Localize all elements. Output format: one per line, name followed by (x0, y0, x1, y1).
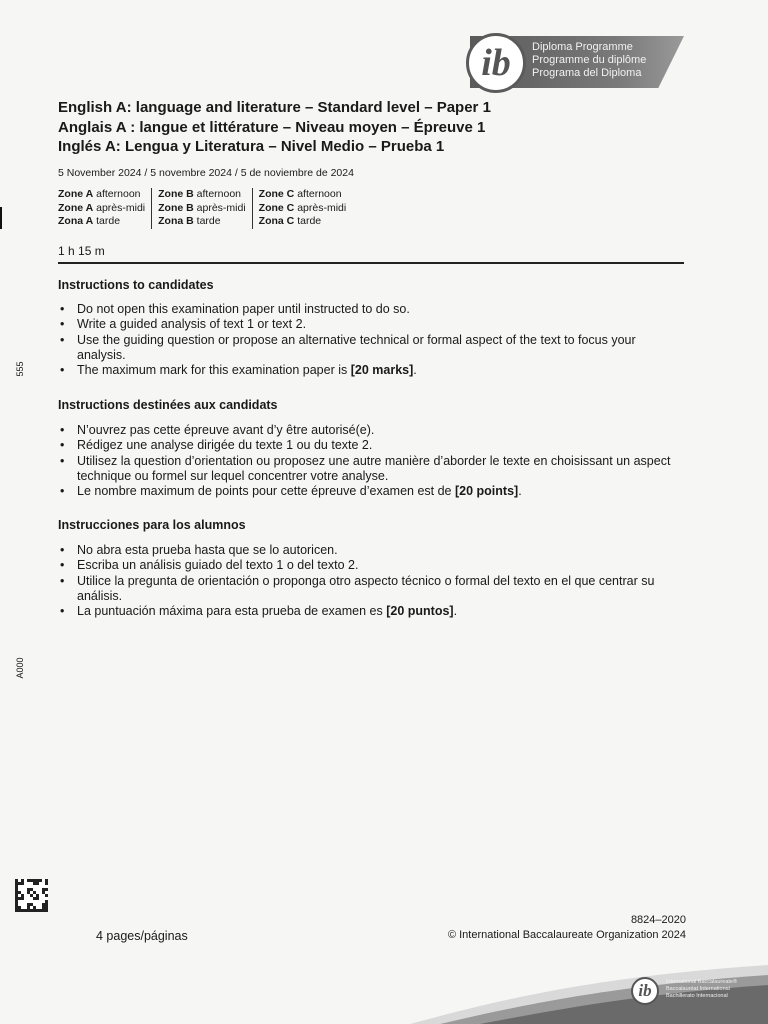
exam-titles (58, 98, 491, 157)
header-divider (58, 262, 684, 264)
title-es: Inglés A: Lengua y Literatura – Nivel Medio – Prueba 1 (58, 138, 445, 155)
instruction-item (58, 363, 684, 378)
zone-time: afternoon (297, 188, 342, 200)
instructions-title-fr: Instructions destinées aux candidats (58, 398, 278, 412)
zone-label: Zone C (258, 188, 295, 200)
mark-total: [20 points] (455, 484, 519, 499)
zone-label: Zone A (58, 188, 94, 200)
zone-time: tarde (96, 215, 121, 227)
zone-row (259, 215, 347, 229)
instructions-list-en (58, 302, 684, 378)
zone-label: Zone B (158, 201, 194, 214)
instruction-item (58, 484, 684, 499)
instruction-item: • Utilisez la question d’orientation ou proposez une autre manière d’aborder le texte en choisissant un aspect technique ou formel sur lequel concentrer votre analyse. (58, 454, 684, 485)
instruction-text: La puntuación máxima para esta prueba de examen es (77, 604, 387, 619)
title-fr: Anglais A : langue et littérature – Niveau moyen – Épreuve 1 (58, 118, 486, 136)
mark-total: [20 marks] (350, 363, 414, 378)
zone-time: tarde (196, 215, 221, 227)
datamatrix-code (15, 879, 48, 912)
instruction-item: • Do not open this examination paper until instructed to do so. (58, 302, 684, 317)
programme-name-en: Diploma Programme (532, 41, 633, 53)
zone-table (58, 188, 352, 229)
instruction-item: • Use the guiding question or propose an alternative technical or formal aspect of the text to focus your analysis. (58, 333, 684, 364)
exam-date: 5 November 2024 / 5 novembre 2024 / 5 de noviembre de 2024 (58, 167, 354, 179)
side-code-bottom: A000 (15, 657, 25, 679)
title-en: English A: language and literature – Standard level – Paper 1 (58, 99, 491, 116)
instructions-list-fr (58, 423, 684, 499)
instruction-text: The maximum mark for this examination paper is (77, 363, 351, 378)
zone-row (259, 202, 347, 216)
instructions-list-es (58, 543, 684, 619)
instruction-item: • N’ouvrez pas cette épreuve avant d’y être autorisé(e). (58, 423, 684, 438)
zone-row (58, 202, 145, 216)
exam-duration: 1 h 15 m (58, 244, 105, 258)
zone-label: Zona A (58, 215, 94, 227)
programme-name-es: Programa del Diploma (532, 67, 642, 79)
instruction-text: Le nombre maximum de points pour cette épreuve d’examen est de (77, 484, 455, 499)
instruction-item: • Write a guided analysis of text 1 or text 2. (58, 317, 684, 332)
zone-time: après-midi (96, 201, 146, 214)
ib-name-es: Bachillerato Internacional (666, 993, 728, 999)
ib-footer-logo: ib (631, 977, 659, 1005)
paper-code: 8824–2020 (630, 914, 686, 926)
zone-label: Zona C (258, 215, 295, 227)
instruction-item: • No abra esta prueba hasta que se lo autoricen. (58, 543, 684, 558)
ib-name-en: International Baccalaureate® (666, 979, 738, 985)
side-code-top: 555 (15, 361, 25, 377)
instruction-item (58, 604, 684, 619)
zone-label: Zone A (58, 201, 94, 214)
zone-column (252, 188, 353, 229)
instruction-text: . (453, 604, 458, 619)
zone-row (158, 202, 246, 216)
zone-row (58, 215, 145, 229)
zone-row (158, 188, 246, 202)
page-count: 4 pages/páginas (96, 929, 188, 943)
zone-row (158, 215, 246, 229)
copyright: © International Baccalaureate Organization 2024 (447, 929, 686, 941)
instruction-text: . (413, 363, 417, 378)
margin-tick (0, 207, 2, 229)
zone-label: Zone C (258, 201, 295, 214)
zone-time: tarde (297, 215, 322, 227)
instructions-title-es: Instrucciones para los alumnos (58, 518, 246, 532)
mark-total: [20 puntos] (386, 604, 454, 619)
instruction-text: . (518, 484, 522, 499)
instruction-item: • Utilice la pregunta de orientación o proponga otro aspecto técnico o formal del texto en el que centrar su análisis. (58, 574, 684, 605)
instruction-item: • Escriba un análisis guiado del texto 1 o del texto 2. (58, 558, 684, 573)
zone-column (151, 188, 252, 229)
zone-row (58, 188, 145, 202)
zone-label: Zone B (158, 188, 194, 200)
zone-time: afternoon (196, 188, 242, 200)
zone-time: afternoon (96, 188, 141, 200)
ib-footer-names (666, 979, 737, 1000)
programme-name-fr: Programme du diplôme (532, 54, 647, 66)
zone-column (58, 188, 151, 229)
programme-names (532, 41, 646, 80)
instruction-item: • Rédigez une analyse dirigée du texte 1 ou du texte 2. (58, 438, 684, 453)
datamatrix-cell (45, 909, 48, 912)
ib-logo: ib (466, 33, 526, 93)
zone-time: après-midi (196, 201, 246, 214)
instructions-title-en: Instructions to candidates (58, 278, 214, 292)
zone-label: Zona B (158, 215, 194, 227)
ib-name-fr: Baccalauréat International (666, 986, 730, 992)
zone-row (259, 188, 347, 202)
zone-time: après-midi (297, 201, 347, 214)
